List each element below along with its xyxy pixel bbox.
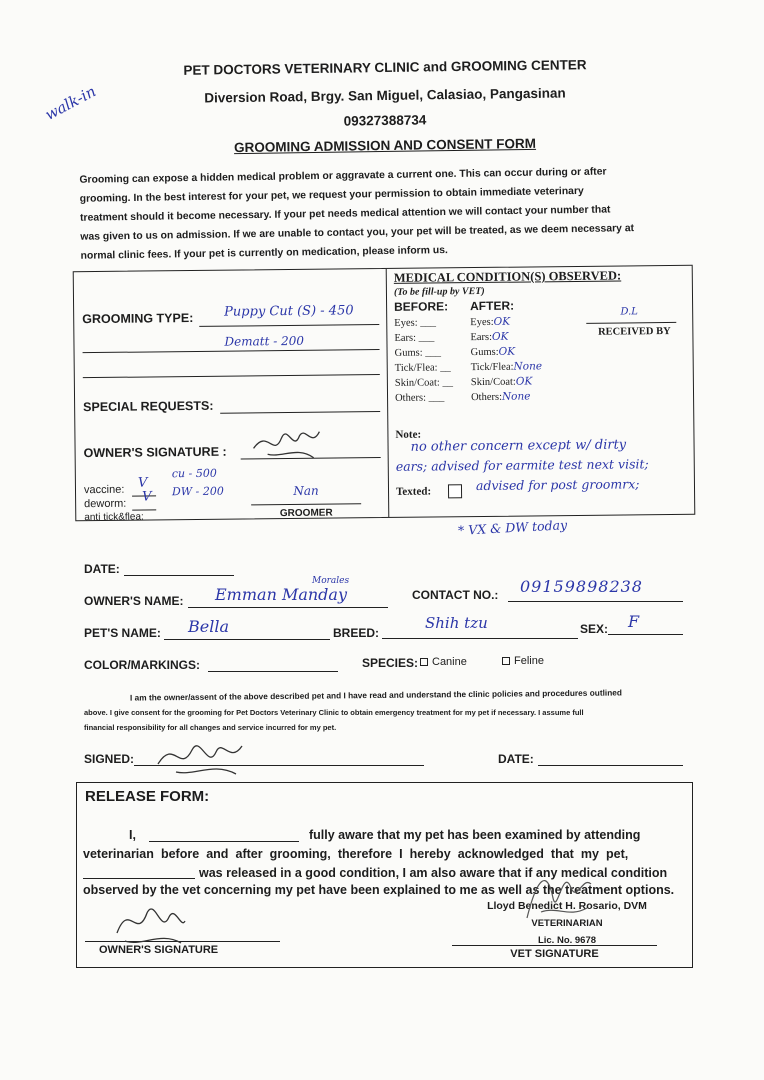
owner-name-label: OWNER'S NAME: <box>84 594 184 608</box>
deworm-mark: V <box>141 489 152 505</box>
intro-line: was given to us on admission. If we are unable to contact you, your pet will be treated, as we deem necessary at <box>80 223 635 243</box>
after-list <box>470 314 542 405</box>
after-label: AFTER: <box>470 298 515 314</box>
canine-checkbox[interactable] <box>420 658 428 666</box>
after-item: Others:None <box>470 390 531 404</box>
owner-sig-label: OWNER'S SIGNATURE <box>99 944 219 956</box>
deworm-line[interactable] <box>132 509 156 510</box>
owner-name-line[interactable] <box>188 607 388 608</box>
texted-checkbox[interactable] <box>448 484 462 498</box>
release-pet-line[interactable] <box>83 878 195 879</box>
grooming-type-line3[interactable] <box>83 374 380 378</box>
box-divider <box>386 269 390 517</box>
before-item: Tick/Flea: __ <box>394 362 451 374</box>
vet-name: Lloyd Benedict H. Rosario, DVM <box>487 900 647 912</box>
pet-name-label: PET'S NAME: <box>84 626 161 640</box>
release-owner-scribble <box>107 893 187 948</box>
sex-line[interactable] <box>608 634 683 635</box>
date-label: DATE: <box>84 562 120 576</box>
release-line4: observed by the vet concerning my pet have been explained to me as well as the treatment options. <box>83 883 675 897</box>
feline-checkbox[interactable] <box>502 657 510 665</box>
vet-signature-scribble <box>497 858 597 928</box>
received-label: RECEIVED BY <box>597 325 671 338</box>
grooming-type-value: Puppy Cut (S) - 450 <box>224 303 354 320</box>
after-item: Tick/Flea:None <box>470 360 543 374</box>
after-item: Skin/Coat:OK <box>470 375 533 389</box>
before-list <box>394 315 453 406</box>
walk-in-note: walk-in <box>42 82 99 124</box>
owner-signature-label: OWNER'S SIGNATURE : <box>83 444 227 461</box>
owner-signature-scribble <box>247 418 327 467</box>
after-item: Eyes:OK <box>470 315 511 329</box>
note-label: Note: <box>395 428 422 441</box>
note-line1: no other concern except w/ dirty <box>410 437 627 455</box>
consent-line3: financial responsibility for all changes and service incurred for my pet. <box>84 723 337 732</box>
after-item: Gums:OK <box>470 345 516 359</box>
signed-label: SIGNED: <box>84 752 135 766</box>
form-title: GROOMING ADMISSION AND CONSENT FORM <box>233 135 537 156</box>
release-line1-a: I, <box>129 828 136 842</box>
release-line3: was released in a good condition, I am also aware that if any medical condition <box>199 866 668 880</box>
intro-line: grooming. In the best interest for your pet, we request your permission to obtain immediate veterinary <box>79 185 584 205</box>
clinic-address: Diversion Road, Brgy. San Miguel, Calasiao, Pangasinan <box>204 85 566 106</box>
groomer-value: Nan <box>293 483 319 498</box>
intro-line: treatment should it become necessary. If your pet needs medical attention we will contact your number that <box>79 204 611 224</box>
medical-subtitle: (To be fill-up by VET) <box>393 285 485 298</box>
vaccine-note: cu - 500 <box>171 466 217 481</box>
antitick-label: anti tick&flea: <box>84 511 144 524</box>
consent-date-line[interactable] <box>538 765 683 766</box>
vet-sig-line[interactable] <box>452 945 657 946</box>
before-item: Skin/Coat: __ <box>394 377 454 389</box>
release-line2: veterinarian before and after grooming, therefore I hereby acknowledged that my pet, <box>83 847 629 861</box>
texted-label: Texted: <box>395 485 432 498</box>
before-item: Eyes: ___ <box>394 317 437 329</box>
owner-name-note: Morales <box>312 576 350 586</box>
intro-paragraph <box>79 161 690 266</box>
consent-line2: above. I give consent for the grooming for Pet Doctors Veterinary Clinic to obtain emergency treatment for my pet if necessary. I assume full <box>84 708 584 717</box>
received-line[interactable] <box>586 322 676 324</box>
canine-option[interactable]: Canine <box>420 656 467 668</box>
release-name-line[interactable] <box>149 841 299 842</box>
consent-line1: I am the owner/assent of the above described pet and I have read and understand the clinic policies and procedures outlined <box>129 687 622 703</box>
vaccine-label: vaccine: <box>83 483 125 497</box>
breed-line[interactable] <box>382 638 578 639</box>
sex-value: F <box>628 612 640 631</box>
breed-value: Shih tzu <box>425 614 488 632</box>
clinic-phone: 09327388734 <box>343 112 427 129</box>
pet-name-value: Bella <box>188 617 229 636</box>
received-value: D.L <box>620 306 638 318</box>
color-label: COLOR/MARKINGS: <box>84 658 200 672</box>
breed-label: BREED: <box>333 626 380 640</box>
grooming-box <box>73 265 696 524</box>
intro-line: normal clinic fees. If your pet is currently on medication, please inform us. <box>80 245 448 262</box>
species-label: SPECIES: <box>362 656 419 670</box>
feline-option[interactable]: Feline <box>502 655 544 667</box>
pet-name-line[interactable] <box>164 639 330 640</box>
date-line[interactable] <box>124 575 234 576</box>
consent-date-label: DATE: <box>498 752 534 766</box>
color-line[interactable] <box>208 671 338 672</box>
vet-title: VETERINARIAN <box>531 918 603 929</box>
after-item: Ears:OK <box>470 330 509 344</box>
grooming-type-line[interactable] <box>199 324 379 327</box>
release-title: RELEASE FORM: <box>85 788 210 805</box>
before-item: Gums: ___ <box>394 347 442 359</box>
contact-line[interactable] <box>508 601 683 602</box>
vaccine-mark: V <box>137 475 148 491</box>
vet-sig-label: VET SIGNATURE <box>510 948 599 960</box>
grooming-type-line2[interactable] <box>83 349 380 353</box>
texted-note: advised for post groomrx; <box>475 476 640 494</box>
note-line4: * VX & DW today <box>457 517 568 538</box>
special-requests-line[interactable] <box>220 411 380 414</box>
before-label: BEFORE: <box>394 299 449 314</box>
sex-label: SEX: <box>580 622 609 636</box>
medical-title: MEDICAL CONDITION(S) OBSERVED: <box>393 268 622 285</box>
signed-scribble <box>150 730 250 780</box>
clinic-name: PET DOCTORS VETERINARY CLINIC and GROOMING CENTER <box>183 57 587 78</box>
release-line1-b: fully aware that my pet has been examined by attending <box>309 828 641 842</box>
contact-label: CONTACT NO.: <box>412 588 499 602</box>
groomer-line[interactable] <box>251 503 361 505</box>
release-box <box>76 782 693 968</box>
special-requests-label: SPECIAL REQUESTS: <box>83 398 214 415</box>
vet-license: Lic. No. 9678 <box>537 935 597 946</box>
grooming-type-value2: Dematt - 200 <box>224 333 305 349</box>
grooming-type-label: GROOMING TYPE: <box>82 310 194 327</box>
note-line2: ears; advised for earmite test next visit; <box>395 456 649 474</box>
before-item: Others: ___ <box>394 392 445 404</box>
deworm-note: DW - 200 <box>171 484 224 499</box>
intro-line: Grooming can expose a hidden medical problem or aggravate a current one. This can occur during or after <box>79 166 607 186</box>
deworm-label: deworm: <box>84 497 127 511</box>
owner-name-value: Emman Manday <box>215 585 347 604</box>
groomer-label: GROOMER <box>279 507 333 520</box>
before-item: Ears: ___ <box>394 332 435 344</box>
contact-value: 09159898238 <box>520 577 643 596</box>
